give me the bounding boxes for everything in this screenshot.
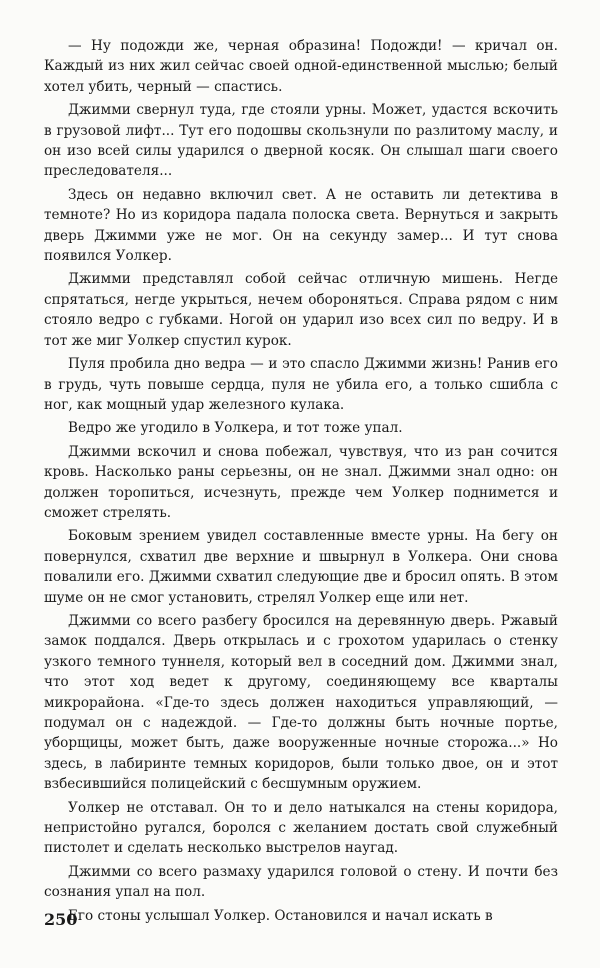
page-number: 250 — [44, 910, 78, 929]
paragraph-10: Уолкер не отставал. Он то и дело натыкался на стены коридора, непристойно ругался, боролся с желанием достать свой служебный пистолет и сделать несколько выстрелов наугад. — [44, 799, 558, 857]
paragraph-8: Боковым зрением увидел составленные вместе урны. На бегу он повернулся, схватил две верхние и швырнул в Уолкера. Они снова повалили его. Джимми схватил следующие две и бросил опять. В этом шуме он не смог установить, стрелял Уолкер еще или нет. — [44, 528, 558, 606]
paragraph-11: Джимми со всего размаху ударился головой о стену. И почти без сознания упал на пол. — [44, 863, 558, 901]
paragraph-5: Пуля пробила дно ведра — и это спасло Джимми жизнь! Ранив его в грудь, чуть повыше сердца, пуля не убила его, а только сшибла с ног, как мощный удар железного кулака. — [44, 356, 558, 413]
paragraph-12: Его стоны услышал Уолкер. Остановился и начал искать в — [68, 907, 493, 924]
paragraph-4: Джимми представлял собой сейчас отличную мишень. Негде спрятаться, негде укрыться, нечем обороняться. Справа рядом с ним стояло ведро с губками. Ногой он ударил изо всех сил по ведру. И в тот же миг Уолкер спустил курок. — [44, 271, 558, 349]
body-text — [44, 36, 558, 929]
paragraph-7: Джимми вскочил и снова побежал, чувствуя, что из ран сочится кровь. Насколько раны серьезны, он не знал. Джимми знал одно: он должен торопиться, исчезнуть, прежде чем Уолкер поднимется и сможет стрелять. — [44, 443, 558, 521]
paragraph-9: Джимми со всего разбегу бросился на деревянную дверь. Ржавый замок поддался. Дверь открылась и с грохотом ударилась о стенку узкого темного туннеля, который вел в соседний дом. Джимми знал, что этот ход ведет к другому, соединяющему все кварталы микрорайона. «Где-то здесь должен находиться управляющий, — подумал он с надеждой. — Где-то должны быть ночные портье, уборщицы, может быть, даже вооруженные ночные сторожа...» Но здесь, в лабиринте темных коридоров, были только двое, он и этот взбесившийся полицейский с бесшумным оружием. — [44, 612, 558, 793]
paragraph-6: Ведро же угодило в Уолкера, и тот тоже упал. — [68, 420, 403, 437]
paragraph-1: — Ну подожди же, черная образина! Подожди! — кричал он. Каждый из них жил сейчас своей одной-единственной мыслью; белый хотел убить, черный — спастись. — [44, 38, 558, 95]
paragraph-2: Джимми свернул туда, где стояли урны. Может, удастся вскочить в грузовой лифт... Тут его подошвы скользнули по разлитому маслу, и он изо всей силы ударился о дверной косяк. Он слышал шаги своего преследователя... — [44, 102, 558, 180]
paragraph-3: Здесь он недавно включил свет. А не оставить ли детектива в темноте? Но из коридора падала полоска света. Вернуться и закрыть дверь Джимми уже не мог. Он на секунду замер... И тут снова появился Уолкер. — [44, 186, 558, 265]
